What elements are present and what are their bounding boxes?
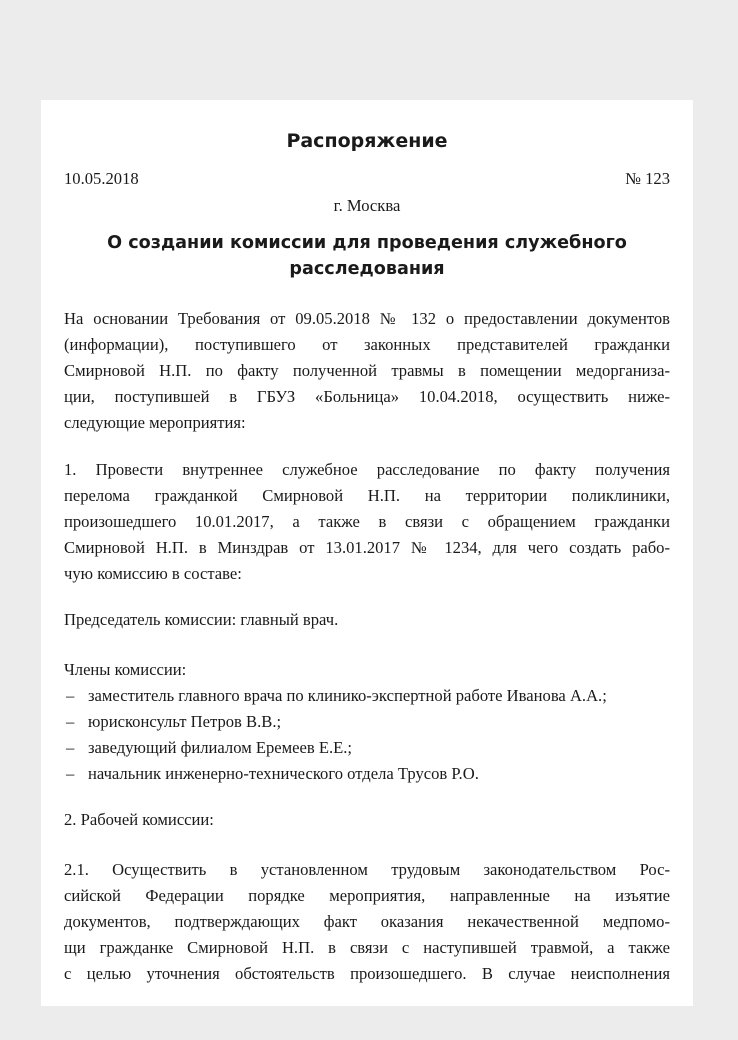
member-text: начальник инженерно-технического отдела Трусов Р.О. (88, 764, 479, 783)
document-title: О создании комиссии для проведения служебного расследования (107, 233, 627, 279)
text-line: Смирновой Н.П. по факту полученной травмы в помещении медорганиза- (64, 361, 670, 380)
preamble-paragraph (64, 306, 670, 436)
text-line: 1. Провести внутреннее служебное расследование по факту получения (64, 460, 670, 479)
member-text: заведующий филиалом Еремеев Е.Е.; (88, 738, 353, 757)
document-type-heading: Распоряжение (286, 130, 448, 152)
member-text: юрисконсульт Петров В.В.; (88, 712, 282, 731)
dash-bullet: – (66, 738, 75, 757)
text-line: документов, подтверждающих факт оказания некачественной медпомо- (64, 912, 670, 931)
document-city: г. Москва (333, 196, 401, 215)
text-line: ции, поступившей в ГБУЗ «Больница» 10.04.2018, осуществить ниже- (64, 387, 670, 406)
members-heading: Члены комиссии: (64, 660, 187, 679)
member-list-item (64, 735, 670, 761)
document-page (41, 100, 693, 1006)
item-1-paragraph (64, 457, 670, 587)
item-2-1-paragraph (64, 857, 670, 987)
member-text: заместитель главного врача по клинико-экспертной работе Иванова А.А.; (88, 686, 607, 705)
text-line: Смирновой Н.П. в Минздрав от 13.01.2017 № 1234, для чего создать рабо- (64, 538, 670, 557)
document-number: № 123 (625, 169, 670, 188)
member-list-item (64, 709, 670, 735)
item-2-text: 2. Рабочей комиссии: (64, 810, 214, 829)
dash-bullet: – (66, 686, 75, 705)
member-list-item (64, 683, 670, 709)
dash-bullet: – (66, 764, 75, 783)
dash-bullet: – (66, 712, 75, 731)
text-line: перелома гражданкой Смирновой Н.П. на территории поликлиники, (64, 486, 670, 505)
text-line: (информации), поступившего от законных представителей гражданки (64, 335, 670, 354)
text-line: На основании Требования от 09.05.2018 № 132 о предоставлении документов (64, 309, 670, 328)
date-number-row (64, 166, 670, 192)
text-line: произошедшего 10.01.2017, а также в связи с обращением гражданки (64, 512, 670, 531)
text-line: 2.1. Осуществить в установленном трудовым законодательством Рос- (64, 860, 670, 879)
item-2-heading (64, 807, 670, 833)
document-date: 10.05.2018 (64, 169, 139, 188)
text-line: щи гражданке Смирновой Н.П. в связи с наступившей травмой, а также (64, 938, 670, 957)
text-line: с целью уточнения обстоятельств произошедшего. В случае неисполнения (64, 964, 670, 983)
member-list-item (64, 761, 670, 787)
text-line: следующие мероприятия: (64, 413, 246, 432)
chairman-text: Председатель комиссии: главный врач. (64, 610, 339, 629)
chairman-line (64, 607, 670, 633)
text-line: сийской Федерации порядке мероприятия, направленные на изъятие (64, 886, 670, 905)
text-line: чую комиссию в составе: (64, 564, 242, 583)
members-section (64, 657, 670, 787)
